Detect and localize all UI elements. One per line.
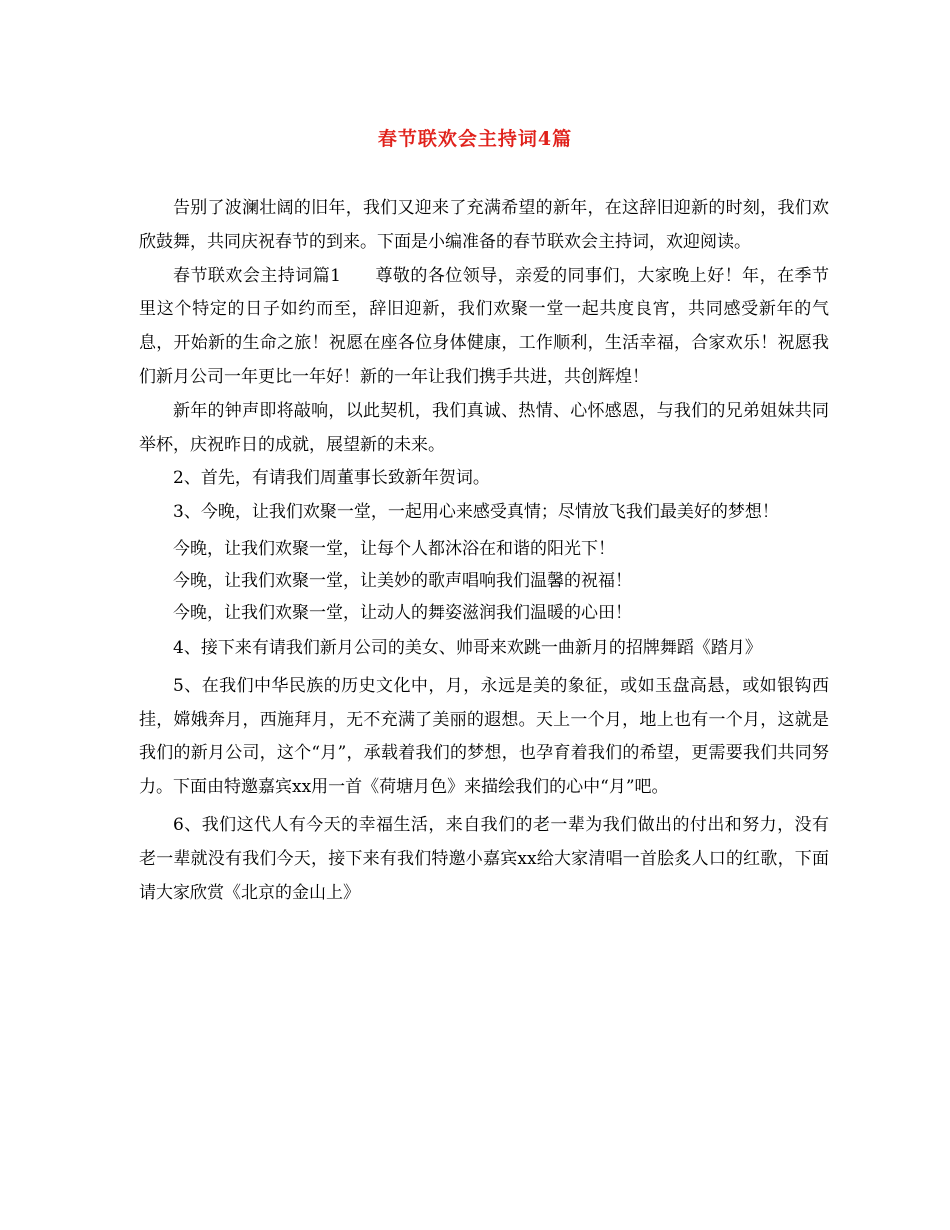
- tonight-line-3: 今晚，让我们欢聚一堂，让动人的舞姿滋润我们温暖的心田！: [173, 602, 632, 623]
- intro-paragraph: 告别了波澜壮阔的旧年，我们又迎来了充满希望的新年，在这辞旧迎新的时刻，我们欢欣鼓舞，共同庆祝春节的到来。下面是小编准备的春节联欢会主持词，欢迎阅读。: [139, 198, 829, 252]
- item-4-paragraph: 4、接下来有请我们新月公司的美女、帅哥来欢跳一曲新月的招牌舞蹈《踏月》: [173, 637, 762, 658]
- tonight-line-1: 今晚，让我们欢聚一堂，让每个人都沐浴在和谐的阳光下！: [173, 538, 615, 559]
- greeting-text: 尊敬的各位领导，亲爱的同事们，大家晚上好！年，在季节里这个特定的日子如约而至，辞旧迎新，我们欢聚一堂一起共度良宵，共同感受新年的气息，开始新的生命之旅！祝愿在座各位身体健康，工作顺利，生活幸福，合家欢乐！祝愿我们新月公司一年更比一年好！新的一年让我们携手共进，共创辉煌！: [139, 265, 829, 387]
- document-body: [139, 192, 829, 910]
- document-title: 春节联欢会主持词4篇: [377, 128, 573, 150]
- new-year-bell-paragraph: 新年的钟声即将敲响，以此契机，我们真诚、热情、心怀感恩，与我们的兄弟姐妹共同举杯，庆祝昨日的成就，展望新的未来。: [139, 400, 829, 455]
- section-heading: 春节联欢会主持词篇1: [173, 265, 341, 286]
- item-6-paragraph: 6、我们这代人有今天的幸福生活，来自我们的老一辈为我们做出的付出和努力，没有老一辈就没有我们今天，接下来有我们特邀小嘉宾xx给大家清唱一首脍炙人口的红歌，下面请大家欣赏《北京的金山上》: [139, 814, 829, 903]
- item-3-paragraph: 3、今晚，让我们欢聚一堂，一起用心来感受真情；尽情放飞我们最美好的梦想！: [173, 502, 779, 523]
- item-5-paragraph: 5、在我们中华民族的历史文化中，月，永远是美的象征，或如玉盘高悬，或如银钩西挂，嫦娥奔月，西施拜月，无不充满了美丽的遐想。天上一个月，地上也有一个月，这就是我们的新月公司，这个“月”，承载着我们的梦想，也孕育着我们的希望，更需要我们共同努力。下面由特邀嘉宾xx用一首《荷塘月色》来描绘我们的心中“月”吧。: [139, 675, 829, 798]
- tonight-line-2: 今晚，让我们欢聚一堂，让美妙的歌声唱响我们温馨的祝福！: [173, 570, 632, 591]
- host-script-1-paragraph: [139, 260, 829, 395]
- item-2-paragraph: 2、首先，有请我们周董事长致新年贺词。: [173, 468, 490, 489]
